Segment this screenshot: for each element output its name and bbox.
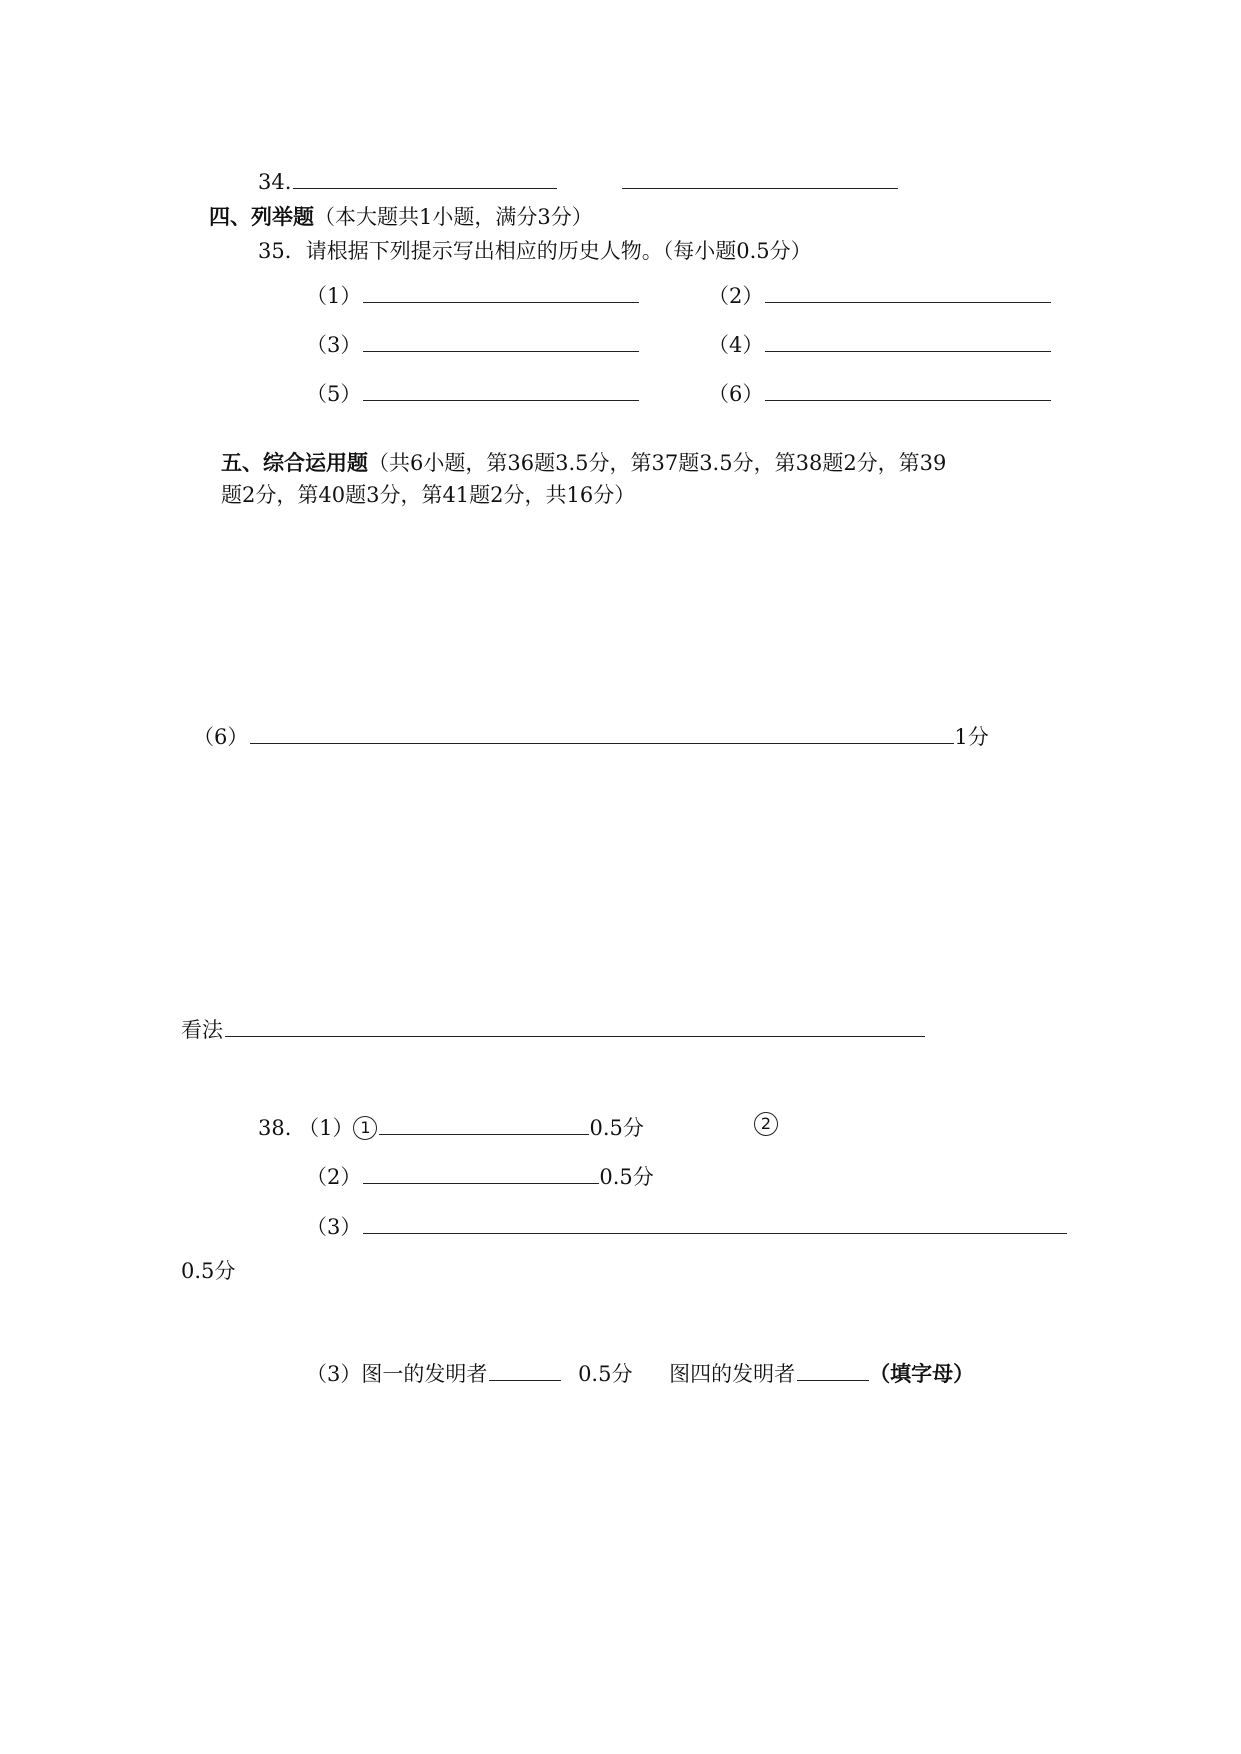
q38-part3-score: 0.5分 [181, 1259, 236, 1283]
q35-item-5-label: （5） [306, 382, 362, 406]
section5-heading: 五、综合运用题 [221, 451, 368, 475]
q35-prompt: 35．请根据下列提示写出相应的历史人物。（每小题0.5分） [258, 239, 812, 263]
q38-part3 [306, 1213, 1067, 1238]
q38-part3-label: （3） [306, 1215, 362, 1239]
q38-blank-2[interactable] [363, 1163, 599, 1184]
q38-blank-1[interactable] [379, 1114, 589, 1135]
opinion-blank[interactable] [225, 1016, 925, 1037]
q38-number: 38. [258, 1116, 292, 1140]
q38-part2 [306, 1163, 654, 1188]
inventor-hint: （填字母） [869, 1362, 975, 1386]
q35-item-6-label: （6） [708, 382, 764, 406]
inventor-blank-1[interactable] [489, 1360, 561, 1381]
q38-part1-label: （1） [298, 1116, 354, 1140]
q35-blank-1[interactable] [363, 282, 639, 303]
q35-item-4 [708, 331, 1051, 356]
q35-item-3 [306, 331, 639, 356]
q34-blank-2[interactable] [622, 168, 898, 189]
q34-blank-1[interactable] [293, 168, 557, 189]
inventor-label-2: 图四的发明者 [669, 1362, 796, 1386]
q6-label: （6） [193, 725, 249, 749]
section4-note: （本大题共1小题，满分3分） [314, 205, 593, 229]
q35-blank-5[interactable] [363, 380, 639, 401]
opinion-label: 看法 [181, 1018, 223, 1042]
q35-blank-2[interactable] [765, 282, 1051, 303]
q35-blank-6[interactable] [765, 380, 1051, 401]
q35-item-2 [708, 282, 1051, 307]
inventor-label-1: （3）图一的发明者 [306, 1362, 488, 1386]
q34-label: 34. [258, 170, 292, 194]
section5-header [221, 453, 946, 474]
q38-circle2-wrap [754, 1114, 778, 1136]
inventor-blank-2[interactable] [797, 1360, 869, 1381]
q35-item-1 [306, 282, 639, 307]
q38-part1-score: 0.5分 [589, 1116, 644, 1140]
q35-item-4-label: （4） [708, 333, 764, 357]
section5-note-2: 题2分，第40题3分，第41题2分，共16分） [221, 483, 636, 507]
section4-heading: 四、列举题 [209, 205, 314, 229]
section4-header [209, 207, 593, 228]
q6-line [193, 723, 989, 748]
q34-line [258, 168, 557, 193]
inventor-line [306, 1360, 974, 1385]
q35-item-1-label: （1） [306, 284, 362, 308]
q35-item-5 [306, 380, 639, 405]
circled-2: 2 [754, 1112, 778, 1136]
q35-item-2-label: （2） [708, 284, 764, 308]
q35-blank-3[interactable] [363, 331, 639, 352]
circled-1: 1 [353, 1116, 377, 1140]
q6-score: 1分 [954, 725, 989, 749]
q6-blank[interactable] [250, 723, 954, 744]
q38-part2-score: 0.5分 [599, 1165, 654, 1189]
q38-part1 [258, 1114, 644, 1140]
q35-blank-4[interactable] [765, 331, 1051, 352]
q38-part2-label: （2） [306, 1165, 362, 1189]
inventor-score: 0.5分 [578, 1362, 633, 1386]
q34-line-b [620, 168, 898, 193]
opinion-line [181, 1016, 925, 1041]
q38-blank-3[interactable] [363, 1213, 1067, 1234]
q35-item-6 [708, 380, 1051, 405]
section5-note-1: （共6小题，第36题3.5分，第37题3.5分，第38题2分，第39 [368, 451, 947, 475]
q35-item-3-label: （3） [306, 333, 362, 357]
